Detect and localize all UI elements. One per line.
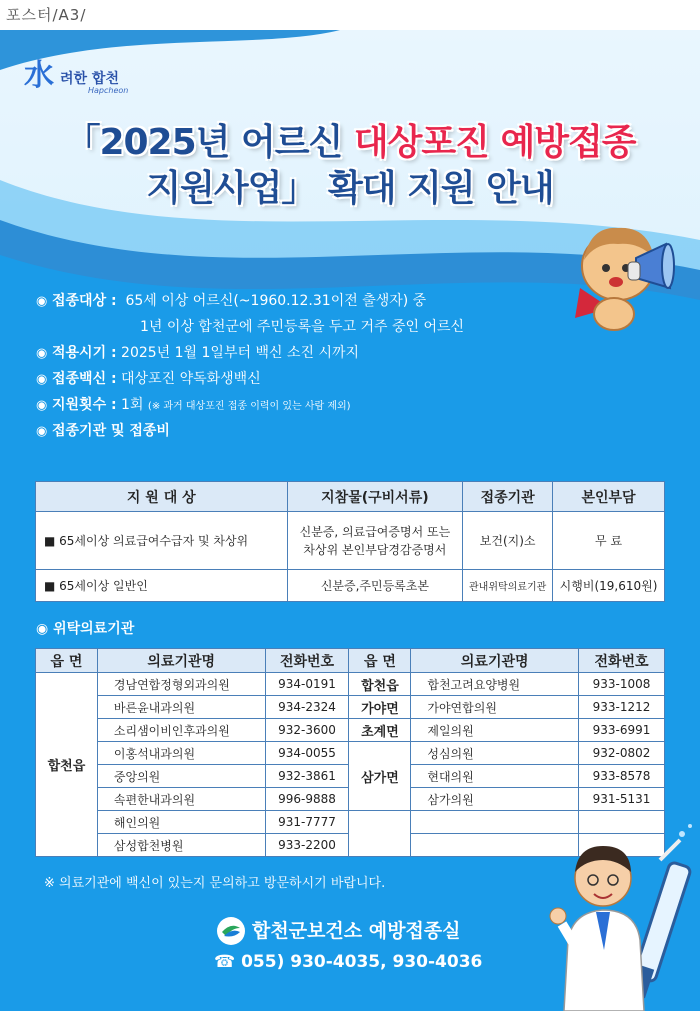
header-cost: 본인부담 [553,482,665,512]
clinics-table-header [36,649,665,673]
clinic-name: 속편한내과의원 [97,788,265,811]
table-row [36,512,665,570]
poster-label: 포스터/A3/ [6,6,87,24]
info-section [36,288,596,444]
clinics-label: 위탁의료기관 [53,621,135,637]
clinic-name: 삼가의원 [411,788,579,811]
header-documents: 지참물(구비서류) [287,482,463,512]
town-hapcheon: 합천읍 [36,673,98,857]
bullet-icon: ◉ [36,621,49,637]
clinic-name: 삼성합천병원 [97,834,265,857]
clinic-name: 현대의원 [411,765,579,788]
table-row [36,719,665,742]
support-table [35,481,665,602]
cell-cost: 무 료 [553,512,665,570]
header-phone: 전화번호 [265,649,349,673]
bullet-icon: ◉ [36,424,48,439]
header-clinic: 의료기관명 [97,649,265,673]
clinic-phone: 934-0191 [265,673,349,696]
clinics-section-title [36,618,134,638]
title-line-2: 지원사업」 확대 지원 안내 [146,168,554,209]
clinic-name: 중앙의원 [97,765,265,788]
header-bar [0,0,700,30]
clinic-name: 소리샘이비인후과의원 [97,719,265,742]
clinic-name: 해인의원 [97,811,265,834]
info-count-note: (※ 과거 대상포진 접종 이력이 있는 사람 제외) [147,401,351,412]
doctor-syringe-icon [548,820,698,1011]
cell-institution: 관내위탁의료기관 [463,570,553,602]
table-row [36,673,665,696]
clinic-name: 성심의원 [411,742,579,765]
bullet-icon: ◉ [36,398,48,413]
bullet-icon: ◉ [36,294,48,309]
documents-line-2: 차상위 본인부담경감증명서 [303,542,447,557]
info-period-label: 적용시기 : [52,345,117,361]
empty-cell [349,811,411,857]
logo-mark-icon: 水 [24,58,54,93]
clinic-name: 가야연합의원 [411,696,579,719]
header-target: 지 원 대 상 [36,482,288,512]
info-vaccine-label: 접종백신 : [52,371,117,387]
poster [0,30,700,1011]
documents-line-1: 신분증, 의료급여증명서 또는 [299,524,451,539]
header-phone-2: 전화번호 [579,649,665,673]
info-target-value-1: 65세 이상 어르신(~1960.12.31이전 출생자) 중 [125,293,427,309]
title-line-1 [0,120,700,166]
info-institution [36,418,596,444]
footer-org [214,916,482,946]
info-vaccine-value: 대상포진 약독화생백신 [121,371,261,387]
title-highlight: 대상포진 예방접종 [353,122,636,163]
logo-subtext: Hapcheon [88,86,129,95]
info-target-2: 1년 이상 합천군에 주민등록을 두고 거주 중인 어르신 [140,319,465,335]
header-clinic-2: 의료기관명 [411,649,579,673]
cell-institution: 보건(지)소 [463,512,553,570]
header-town-2: 읍 면 [349,649,411,673]
health-center-emblem-icon [216,916,246,946]
clinic-phone: 931-7777 [265,811,349,834]
clinic-phone: 932-0802 [579,742,665,765]
town-samga: 삼가면 [349,742,411,811]
clinic-phone: 933-8578 [579,765,665,788]
clinic-phone: 934-0055 [265,742,349,765]
info-count-label: 지원횟수 : [52,397,117,413]
clinic-phone: 996-9888 [265,788,349,811]
cell-target: ■ 65세이상 일반인 [36,570,288,602]
clinic-name: 제일의원 [411,719,579,742]
poster-title [0,120,700,212]
footer-org-name: 합천군보건소 예방접종실 [252,920,461,942]
town: 가야면 [349,696,411,719]
clinic-name: 합천고려요양병원 [411,673,579,696]
cell-documents [287,512,463,570]
info-count [36,392,596,418]
info-institution-label: 접종기관 및 접종비 [52,423,170,439]
clinic-name: 바른윤내과의원 [97,696,265,719]
cell-documents: 신분증,주민등록초본 [287,570,463,602]
clinic-phone: 932-3861 [265,765,349,788]
clinic-phone: 933-2200 [265,834,349,857]
clinic-phone: 933-1212 [579,696,665,719]
table-row [36,696,665,719]
info-vaccine [36,366,596,392]
logo-name: 려한 합천 [60,71,119,87]
info-period [36,340,596,366]
clinic-phone: 934-2324 [265,696,349,719]
header-institution: 접종기관 [463,482,553,512]
table-row [36,742,665,765]
town: 초계면 [349,719,411,742]
footer [214,916,482,972]
bullet-icon: ◉ [36,372,48,387]
table-row [36,570,665,602]
cell-cost: 시행비(19,610원) [553,570,665,602]
clinic-phone: 933-6991 [579,719,665,742]
footer-phone: ☎ 055) 930-4035, 930-4036 [214,952,483,972]
info-period-value: 2025년 1월 1일부터 백신 소진 시까지 [121,345,360,361]
hapcheon-logo [24,60,164,96]
title-part-1: 「2025년 어르신 [64,122,354,163]
bullet-icon: ◉ [36,346,48,361]
notice-text: ※ 의료기관에 백신이 있는지 문의하고 방문하시기 바랍니다. [44,876,386,891]
cell-target: ■ 65세이상 의료급여수급자 및 차상위 [36,512,288,570]
info-target-label: 접종대상 : [52,293,117,309]
support-table-header [36,482,665,512]
info-count-value: 1회 [121,397,144,413]
town: 합천읍 [349,673,411,696]
header-town: 읍 면 [36,649,98,673]
clinic-name: 경남연합정형외과의원 [97,673,265,696]
clinic-phone: 932-3600 [265,719,349,742]
info-target [36,288,596,314]
clinic-name: 이홍석내과의원 [97,742,265,765]
clinic-phone: 933-1008 [579,673,665,696]
clinic-phone: 931-5131 [579,788,665,811]
